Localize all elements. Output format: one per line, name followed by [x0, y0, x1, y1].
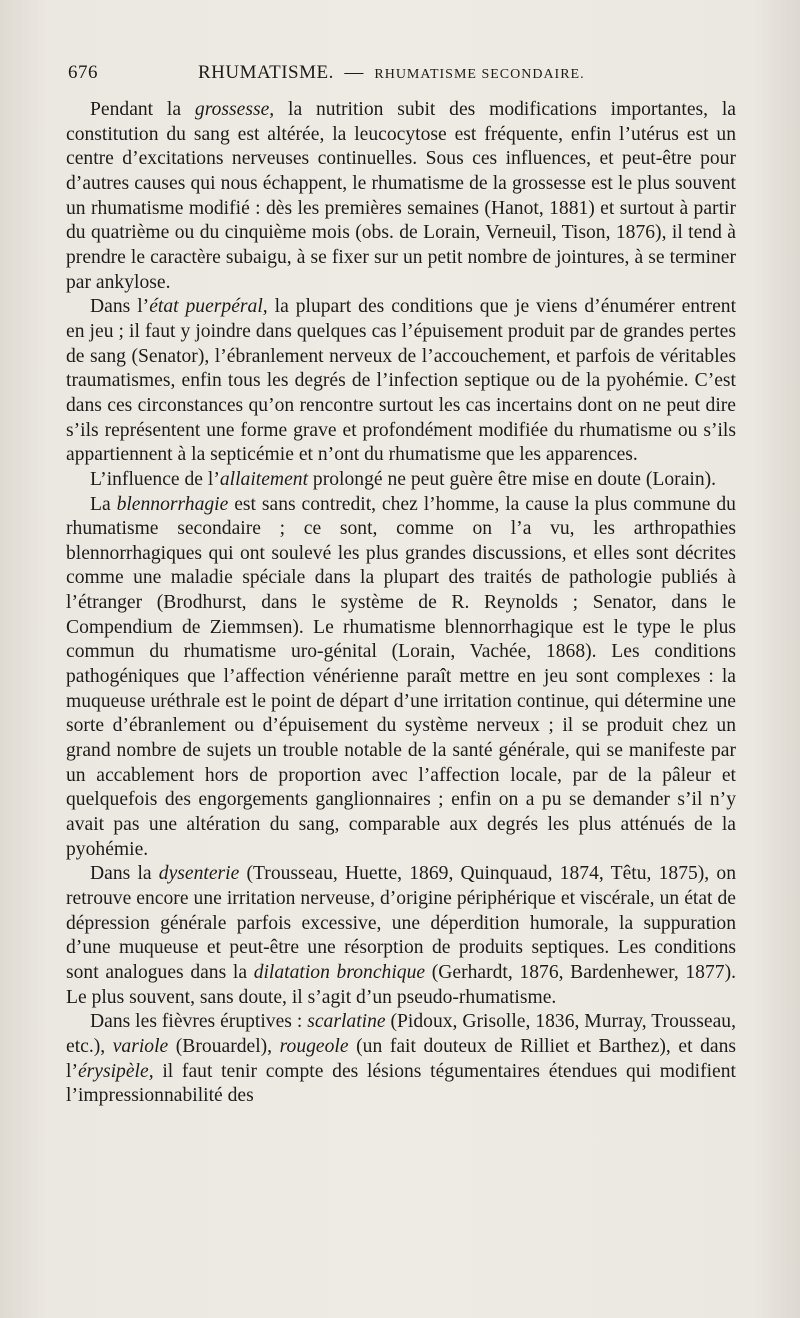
running-title-sub: RHUMATISME SECONDAIRE. [374, 67, 585, 82]
text: Dans les fièvres éruptives : [90, 1011, 308, 1033]
running-head [68, 62, 736, 92]
text: la nutrition subit des modifications importantes, la constitution du sang est altérée, la leucocytose est fréquente, enfin l’utérus est un centre d’excitations nerveuses continuelles. Sous ces influences, et peut-être pour d’autres causes qui nous échappent, le rhumatisme de la grossesse est le plus souvent un rhumatisme modifié : dès les premières semaines (Hanot, 1881) et surtout à partir du quatrième ou du cinquième mois (obs. de Lorain, Verneuil, Tison, 1876), il tend à prendre le caractère subaigu, à se fixer sur un petit nombre de jointures, à se terminer par ankylose. [66, 99, 737, 293]
page-number: 676 [68, 62, 98, 83]
running-title-dash: — [344, 62, 364, 83]
text: Pendant la [90, 99, 195, 120]
text: (un fait douteux de Rilliet et Barthez), et dans l’ [66, 1035, 736, 1082]
text: est sans contredit, chez l’homme, la cause la plus commune du rhumatisme secondaire ; ce sont, comme on l’a vu, les arthropathies blennorrhagiques qui ont soulevé les plus grandes discussions, et elles sont décrites comme une maladie spéciale dans la plupart des traités de pathologie publiés à l’étranger (Brodhurst, dans le système de R. Reynolds ; Senator, dans le Compendium de Ziemmsen). Le rhumatisme blennorrhagique est le type le plus commun du rhumatisme uro-génital (Lorain, Vachée, 1868). Les conditions pathogéniques que l’affection vénérienne paraît mettre en jeu sont complexes : la muqueuse uréthrale est le point de départ d’une irritation continue, qui détermine une sorte d’ébranlement ou d’épuisement du système nerveux ; il se produit chez un grand nombre de sujets un trouble notable de la santé générale, qui se manifeste par un accablement hors de proportion avec l’affection locale, par de la pâleur et quelquefois des engorgements ganglionnaires ; enfin on a pu se demander s’il n’y avait pas une altération du sang, comparable aux degrés les plus atténués de la pyohémie. [66, 493, 736, 860]
paragraph-grossesse [66, 98, 736, 295]
text: L’influence de l’ [90, 468, 220, 490]
emphasis: érysipèle, [77, 1060, 154, 1082]
paragraph-allaitement [66, 468, 736, 493]
text: Dans la [90, 863, 159, 885]
emphasis: dysenterie [158, 863, 240, 885]
running-title [198, 62, 585, 84]
text: il faut tenir compte des lésions tégumentaires étendues qui modifient l’impressionnabilité des [66, 1060, 736, 1107]
running-title-main: RHUMATISME. [198, 62, 334, 83]
paragraph-fievres-eruptives [66, 1010, 736, 1109]
emphasis: allaitement [219, 468, 309, 490]
emphasis: grossesse, [194, 99, 275, 120]
paragraph-etat-puerperal [66, 295, 736, 468]
text: (Brouardel), [168, 1035, 280, 1057]
text: (Trousseau, Huette, 1869, Quinquaud, 1874, Têtu, 1875), on retrouve encore une irritation nerveuse, d’origine périphérique et viscérale, un état de dépression générale parfois excessive, une déperdition humorale, la suppuration d’une muqueuse et peut-être une résorption de produits septiques. Les conditions sont analogues dans la [66, 863, 736, 983]
emphasis: dilatation bronchique [253, 961, 426, 983]
emphasis: blennorrhagie [116, 493, 229, 515]
text: La [90, 493, 117, 515]
emphasis: rougeole [279, 1035, 349, 1057]
emphasis: scarlatine [307, 1011, 386, 1033]
text: la plupart des conditions que je viens d’énumérer entrent en jeu ; il faut y joindre dans quelques cas l’épuisement produit par de grandes pertes de sang (Senator), l’ébranlement nerveux de l’accouchement, et parfois de véritables traumatismes, enfin tous les degrés de l’infection septique ou de la pyohémie. C’est dans ces circonstances qu’on rencontre surtout les cas incertains dont on ne peut dire s’ils représentent une forme grave et profondément modifiée du rhumatisme ou s’ils appartiennent à la septicémie et n’ont du rhumatisme que les apparences. [66, 296, 737, 466]
emphasis: variole [112, 1035, 169, 1057]
emphasis: état puerpéral, [149, 296, 268, 318]
paragraph-dysenterie [66, 862, 736, 1010]
text: (Pidoux, Grisolle, 1836, Murray, Trousseau, etc.), [66, 1011, 736, 1057]
paragraph-blennorrhagie [66, 493, 736, 863]
text: prolongé ne peut guère être mise en doute (Lorain). [308, 468, 717, 490]
text: (Gerhardt, 1876, Bardenhewer, 1877). Le plus souvent, sans doute, il s’agit d’un pseudo-rhumatisme. [66, 961, 736, 1008]
text-body [66, 98, 736, 1109]
text: Dans l’ [90, 296, 150, 318]
